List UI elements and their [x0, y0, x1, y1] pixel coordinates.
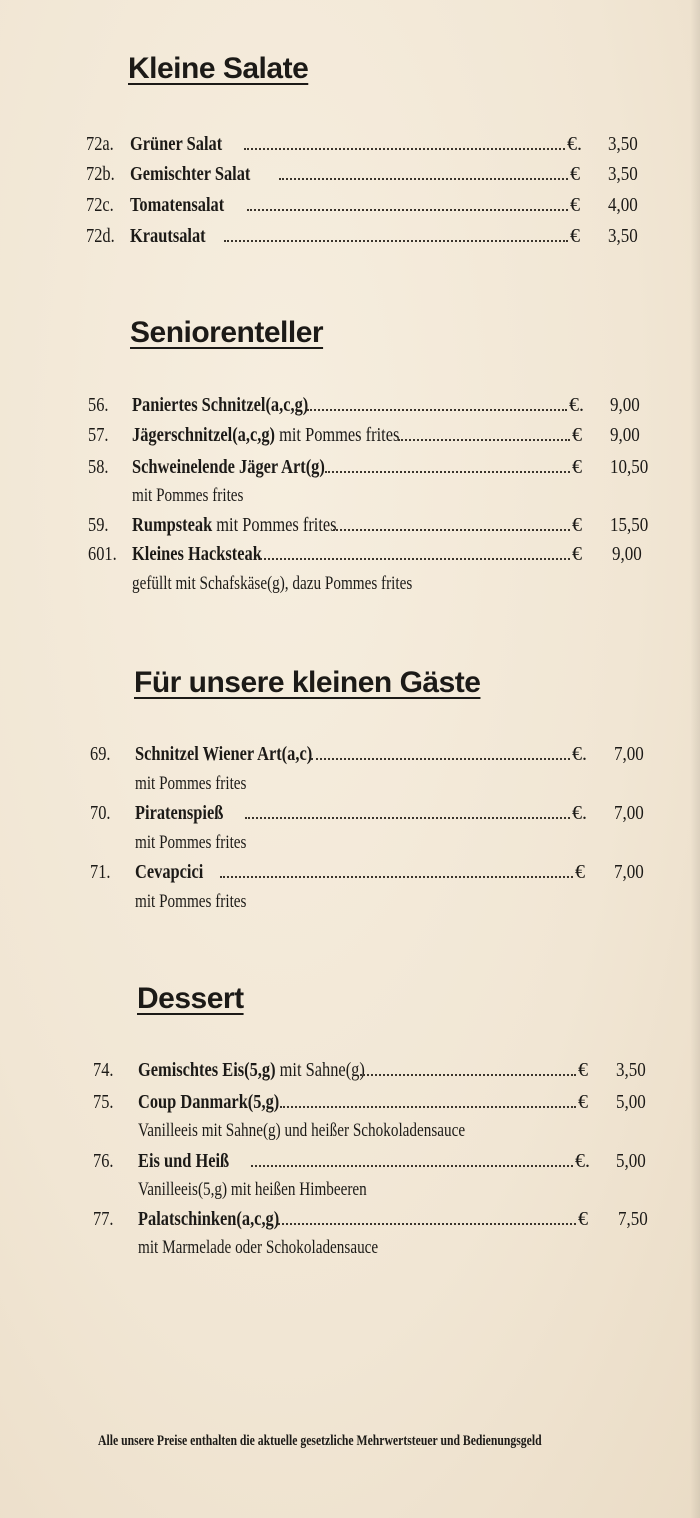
- item-name: Cevapcici: [135, 861, 204, 883]
- item-name: Eis und Heiß: [138, 1150, 230, 1172]
- item-number: 58.: [88, 456, 109, 478]
- dot-leader: [260, 557, 570, 560]
- item-description: Vanilleeis mit Sahne(g) und heißer Schokoladensauce: [138, 1120, 466, 1141]
- item-number: 59.: [88, 514, 109, 536]
- item-name: Kleines Hacksteak: [132, 543, 262, 565]
- item-number: 76.: [93, 1150, 114, 1172]
- item-number: 57.: [88, 424, 109, 446]
- currency-symbol: €: [572, 456, 582, 478]
- item-name: Schnitzel Wiener Art(a,c): [135, 743, 313, 765]
- item-description: mit Pommes frites: [135, 891, 247, 912]
- item-description: mit Marmelade oder Schokoladensauce: [138, 1237, 379, 1258]
- menu-item: [0, 514, 700, 544]
- menu-item: [0, 1150, 700, 1180]
- dot-leader: [398, 438, 570, 441]
- currency-symbol: €.: [575, 1150, 590, 1172]
- dot-leader: [245, 816, 570, 819]
- item-price: 9,00: [612, 543, 642, 565]
- dot-leader: [360, 1073, 576, 1076]
- menu-item: [0, 1059, 700, 1089]
- item-price: 9,00: [610, 394, 640, 416]
- item-line: [130, 225, 580, 248]
- item-price: 9,00: [610, 424, 640, 446]
- item-description: mit Pommes frites: [132, 485, 244, 506]
- item-price: 7,50: [618, 1208, 648, 1230]
- item-side: mit Pommes frites: [275, 424, 400, 446]
- item-name: Palatschinken(a,c,g): [138, 1208, 280, 1230]
- item-line: [132, 456, 582, 479]
- item-name: Coup Danmark(5,g): [138, 1091, 280, 1113]
- section-title-kleine-salate: Kleine Salate: [128, 52, 309, 85]
- item-line: [132, 543, 582, 566]
- dot-leader: [333, 528, 570, 531]
- currency-symbol: €.: [569, 394, 584, 416]
- currency-symbol: €: [575, 861, 585, 883]
- item-line: [138, 1059, 588, 1082]
- item-description: mit Pommes frites: [135, 773, 247, 794]
- section-title-seniorenteller: Seniorenteller: [130, 316, 324, 349]
- item-price: 7,00: [614, 861, 644, 883]
- item-line: [135, 861, 585, 884]
- item-price: 15,50: [610, 514, 649, 536]
- item-line: [132, 514, 582, 537]
- item-name-group: [132, 514, 337, 537]
- currency-symbol: €: [570, 163, 580, 185]
- item-line: [138, 1091, 588, 1114]
- item-number: 75.: [93, 1091, 114, 1113]
- menu-item: [0, 225, 700, 255]
- currency-symbol: €: [572, 514, 582, 536]
- currency-symbol: €.: [572, 802, 587, 824]
- dot-leader: [311, 757, 570, 760]
- currency-symbol: €: [570, 225, 580, 247]
- currency-symbol: €: [578, 1059, 588, 1081]
- item-number: 77.: [93, 1208, 114, 1230]
- item-price: 7,00: [614, 802, 644, 824]
- currency-symbol: €: [578, 1208, 588, 1230]
- dot-leader: [280, 1105, 576, 1108]
- item-name: Gemischtes Eis(5,g): [138, 1059, 276, 1081]
- dot-leader: [307, 408, 567, 411]
- item-line: [132, 424, 582, 447]
- item-price: 5,00: [616, 1091, 646, 1113]
- item-number: 72d.: [86, 225, 115, 247]
- item-description: Vanilleeis(5,g) mit heißen Himbeeren: [138, 1179, 367, 1200]
- currency-symbol: €: [570, 194, 580, 216]
- item-number: 601.: [88, 543, 117, 565]
- item-number: 72a.: [86, 133, 114, 155]
- dot-leader: [220, 875, 573, 878]
- menu-item: [0, 543, 700, 573]
- item-name: Schweinelende Jäger Art(g): [132, 456, 325, 478]
- item-line: [132, 394, 584, 417]
- item-line: [130, 194, 580, 217]
- item-name-group: [132, 424, 399, 447]
- menu-item: [0, 861, 700, 891]
- currency-symbol: €.: [567, 133, 582, 155]
- dot-leader: [244, 147, 565, 150]
- item-description: gefüllt mit Schafskäse(g), dazu Pommes frites: [132, 573, 413, 594]
- item-line: [130, 163, 580, 186]
- menu-item: [0, 194, 700, 224]
- section-title-kids: Für unsere kleinen Gäste: [134, 666, 481, 699]
- item-name: Gemischter Salat: [130, 163, 251, 185]
- item-price: 3,50: [608, 225, 638, 247]
- item-name: Jägerschnitzel(a,c,g): [132, 424, 276, 446]
- item-line: [138, 1150, 590, 1173]
- item-price: 3,50: [616, 1059, 646, 1081]
- menu-item: [0, 456, 700, 486]
- item-price: 3,50: [608, 163, 638, 185]
- item-number: 72c.: [86, 194, 114, 216]
- menu-item: [0, 1091, 700, 1121]
- item-side: mit Sahne(g): [275, 1059, 365, 1081]
- item-price: 4,00: [608, 194, 638, 216]
- item-price: 5,00: [616, 1150, 646, 1172]
- currency-symbol: €: [578, 1091, 588, 1113]
- item-line: [130, 133, 582, 156]
- menu-item: [0, 1208, 700, 1238]
- item-number: 74.: [93, 1059, 114, 1081]
- item-line: [135, 743, 587, 766]
- section-title-dessert: Dessert: [137, 982, 244, 1015]
- item-name: Paniertes Schnitzel(a,c,g): [132, 394, 309, 416]
- dot-leader: [278, 1222, 576, 1225]
- menu-item: [0, 163, 700, 193]
- menu-item: [0, 394, 700, 424]
- dot-leader: [247, 208, 568, 211]
- item-name: Grüner Salat: [130, 133, 223, 155]
- item-name: Rumpsteak: [132, 514, 213, 536]
- item-line: [135, 802, 587, 825]
- item-number: 56.: [88, 394, 109, 416]
- menu-item: [0, 802, 700, 832]
- item-line: [138, 1208, 588, 1231]
- menu-item: [0, 133, 700, 163]
- currency-symbol: €: [572, 424, 582, 446]
- item-price: 3,50: [608, 133, 638, 155]
- dot-leader: [279, 177, 568, 180]
- item-number: 70.: [90, 802, 111, 824]
- item-name: Piratenspieß: [135, 802, 224, 824]
- item-side: mit Pommes frites: [212, 514, 337, 536]
- item-name: Tomatensalat: [130, 194, 225, 216]
- menu-item: [0, 424, 700, 454]
- item-number: 69.: [90, 743, 111, 765]
- dot-leader: [251, 1164, 573, 1167]
- menu-item: [0, 743, 700, 773]
- currency-symbol: €: [572, 543, 582, 565]
- item-description: mit Pommes frites: [135, 832, 247, 853]
- currency-symbol: €.: [572, 743, 587, 765]
- item-price: 7,00: [614, 743, 644, 765]
- item-name: Krautsalat: [130, 225, 206, 247]
- item-price: 10,50: [610, 456, 649, 478]
- price-footnote: Alle unsere Preise enthalten die aktuelle gesetzliche Mehrwertsteuer und Bedienungsgeld: [98, 1433, 542, 1449]
- dot-leader: [224, 239, 568, 242]
- item-name-group: [138, 1059, 365, 1082]
- dot-leader: [325, 470, 570, 473]
- item-number: 72b.: [86, 163, 115, 185]
- item-number: 71.: [90, 861, 111, 883]
